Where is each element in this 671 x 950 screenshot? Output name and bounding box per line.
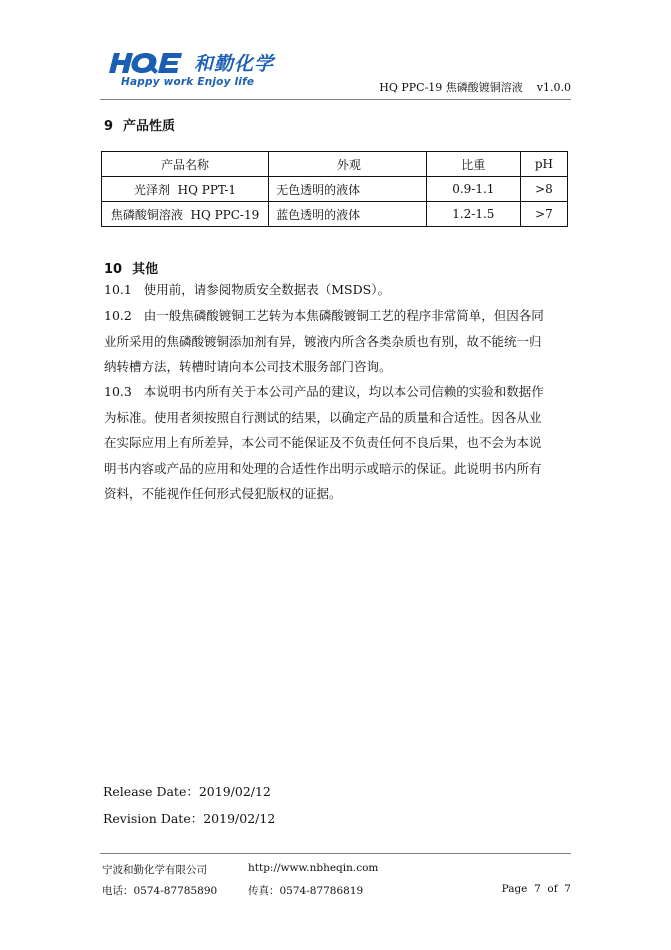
footer-divider (100, 853, 571, 854)
document-title: HQ PPC-19 焦磷酸镀铜溶液 v1.0.0 (379, 81, 571, 94)
table-cell: 光泽剂 HQ PPT-1 (102, 177, 269, 202)
section-number: 10 (104, 262, 123, 277)
table-cell: 无色透明的液体 (269, 177, 427, 202)
table-header-cell: pH (520, 152, 567, 177)
product-properties-table (101, 151, 568, 227)
paragraph-line: 为标准。使用者须按照自行测试的结果，以确定产品的质量和合适性。因各从业 (104, 409, 542, 425)
paragraph-line: 10.2 由一般焦磷酸镀铜工艺转为本焦磷酸镀铜工艺的程序非常简单，但因各同 (104, 308, 544, 323)
table-row (102, 177, 568, 202)
hqe-logo-icon (108, 50, 308, 76)
table-cell: 1.2-1.5 (426, 202, 520, 227)
table-header-cell: 产品名称 (102, 152, 269, 177)
table-row (102, 202, 568, 227)
logo-slogan: Happy work Enjoy life (121, 76, 255, 88)
table-cell: 0.9-1.1 (426, 177, 520, 202)
company-logo (108, 50, 308, 92)
revision-date: Revision Date：2019/02/12 (103, 811, 276, 826)
paragraph-line: 纳转槽方法，转槽时请向本公司技术服务部门咨询。 (104, 359, 392, 375)
paragraph-10-2 (104, 303, 570, 380)
paragraph-line: 业所采用的焦磷酸镀铜添加剂有异，镀液内所含各类杂质也有别，故不能统一归 (104, 333, 542, 349)
release-date: Release Date：2019/02/12 (103, 784, 271, 799)
footer-phone: 电话：0574-87785890 (102, 885, 218, 897)
svg-text:和勤化学: 和勤化学 (194, 53, 275, 75)
table-header-cell: 外观 (269, 152, 427, 177)
footer-page-number: Page 7 of 7 (501, 883, 571, 895)
footer-company: 宁波和勤化学有限公司 (102, 864, 207, 876)
paragraph-line: 10.3 本说明书内所有关于本公司产品的建议，均以本公司信赖的实验和数据作 (104, 384, 544, 399)
table-cell: 蓝色透明的液体 (269, 202, 427, 227)
table-cell: 焦磷酸铜溶液 HQ PPC-19 (102, 202, 269, 227)
section-number: 9 (104, 119, 114, 134)
table-cell: >7 (520, 202, 567, 227)
section-10-heading (104, 258, 158, 277)
paragraph-10-3 (104, 379, 570, 507)
table-header-row (102, 152, 568, 177)
footer-website: http://www.nbheqin.com (248, 862, 379, 874)
table-header-cell: 比重 (426, 152, 520, 177)
section-title: 其他 (132, 262, 159, 277)
table-cell: >8 (520, 177, 567, 202)
header-divider (100, 99, 571, 100)
paragraph-line: 资料，不能视作任何形式侵犯版权的证据。 (104, 486, 342, 502)
footer-fax: 传真：0574-87786819 (248, 885, 364, 897)
section-title: 产品性质 (123, 119, 176, 134)
paragraph-line: 明书内容或产品的应用和处理的合适性作出明示或暗示的保证。此说明书内所有 (104, 460, 542, 476)
section-9-heading (104, 115, 175, 134)
paragraph-line: 10.1 使用前，请参阅物质安全数据表（MSDS）。 (104, 282, 390, 297)
paragraph-line: 在实际应用上有所差异，本公司不能保证及不负责任何不良后果，也不会为本说 (104, 435, 542, 451)
paragraph-10-1 (104, 277, 570, 303)
